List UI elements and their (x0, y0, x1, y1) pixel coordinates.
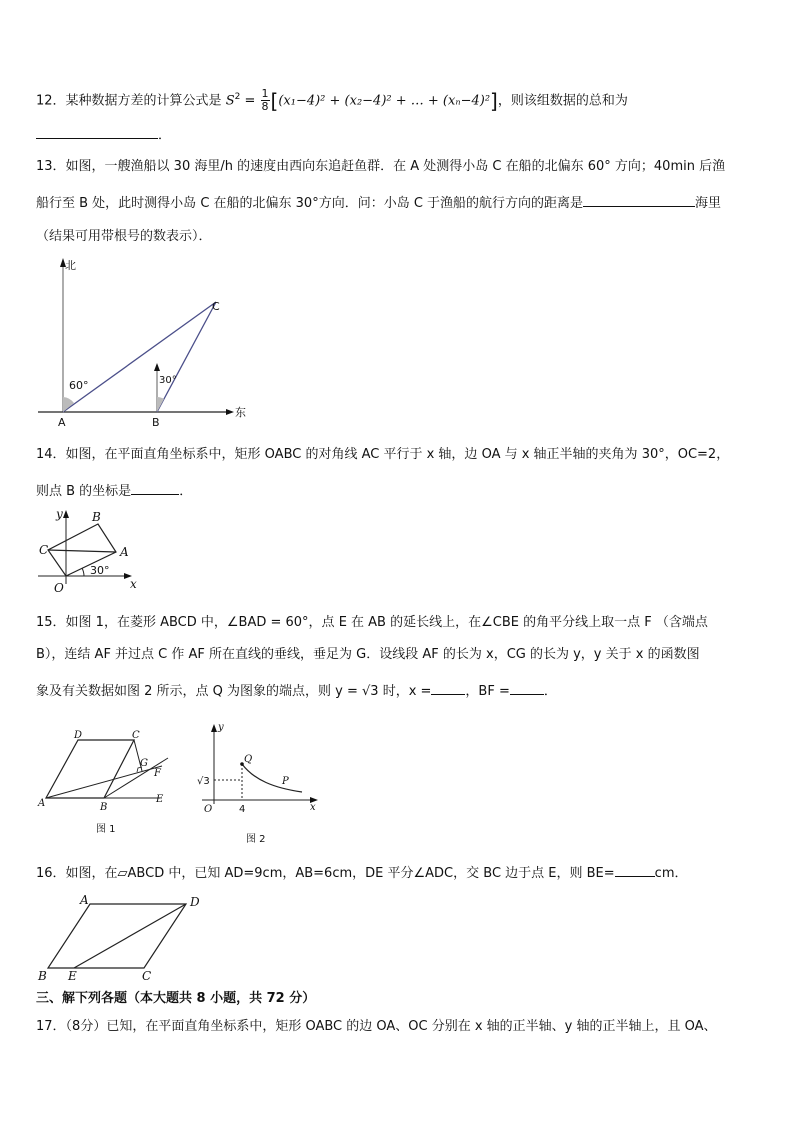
q12-text: 12．某种数据方差的计算公式是 $S^2$ = $\frac{1}{8}$ [(x₁−4)² + (x₂−4)² + … + (xₙ−4)²]，则该组数据的总和为 (36, 87, 628, 114)
east-arrow-icon (226, 409, 234, 415)
x-label: x (310, 802, 316, 813)
q12-answer-blank[interactable] (36, 124, 158, 139)
q14-answer-blank[interactable] (131, 480, 179, 495)
figure2-caption: 图 2 (246, 834, 266, 845)
q12-fraction: $\frac{1}{8}$ (261, 87, 269, 114)
angle-30-arc (82, 568, 84, 576)
point-e-label: E (68, 969, 77, 983)
q12-answer-line: ． (36, 124, 171, 145)
point-o-label: O (54, 581, 64, 595)
point-d-label: D (74, 730, 83, 741)
segment-bc (157, 302, 216, 412)
point-g-label: G (140, 758, 148, 769)
point-p-label: P (282, 776, 289, 787)
q15-line2: B），连结 AF 并过点 C 作 AF 所在直线的垂线，垂足为 G．设线段 AF 的长为 x，CG 的长为 y，y 关于 x 的函数图 (36, 647, 700, 662)
point-d-label: D (190, 895, 200, 909)
q16-text: 16．如图，在▱ABCD 中，已知 AD=9cm，AB=6cm，DE 平分∠ADC，交 BC 边于点 E，则 BE= cm． (36, 862, 687, 883)
q15-figure2 (196, 722, 326, 846)
q16-answer-blank[interactable] (615, 862, 655, 877)
q14-line1: 14．如图，在平面直角坐标系中，矩形 OABC 的对角线 AC 平行于 x 轴，边 OA 与 x 轴正半轴的夹角为 30°，OC=2， (36, 447, 730, 462)
point-q-label: Q (244, 754, 253, 765)
segment-af (46, 766, 162, 798)
y-label: y (218, 722, 224, 733)
point-b-label: B (152, 416, 160, 429)
sqrt3-tick-label: √3 (197, 776, 210, 787)
point-b-label: B (38, 969, 47, 983)
q13-line1: 13．如图，一艘渔船以 30 海里/h 的速度由西向东追赶鱼群．在 A 处测得小岛 C 在船的北偏东 60° 方向；40min 后渔 (36, 159, 726, 174)
rhombus-abcd (46, 740, 134, 798)
q13-answer-blank[interactable] (583, 192, 695, 207)
q15-x-blank[interactable] (431, 680, 465, 695)
angle-b-mark (157, 397, 164, 412)
y-arrow-icon (63, 510, 69, 518)
point-e-label: E (156, 794, 164, 805)
q13-line3: （结果可用带根号的数表示）． (36, 229, 212, 244)
east-label: 东 (235, 406, 246, 419)
point-c-label: C (39, 543, 49, 557)
q12-suffix: ，则该组数据的总和为 (497, 93, 628, 109)
y-label: y (56, 507, 63, 521)
q12-prefix: 12．某种数据方差的计算公式是 (36, 93, 222, 109)
segment-ac (63, 302, 216, 412)
point-b-label: B (92, 510, 101, 524)
diagonal-ac (48, 550, 116, 552)
north-arrow-b-icon (154, 363, 160, 371)
north-label: 北 (65, 259, 76, 272)
point-o-label: O (204, 804, 213, 815)
q12-s-symbol: S (225, 93, 235, 109)
section-heading: 三、解下列各题（本大题共 8 小题，共 72 分） (36, 991, 316, 1006)
q13-line2: 船行至 B 处，此时测得小岛 C 在船的北偏东 30°方向．问：小岛 C 于渔船的航行方向的距离是 海里 (36, 192, 721, 213)
point-a-label: A (120, 545, 129, 559)
q12-equals: = (244, 93, 256, 109)
q15-line1: 15．如图 1，在菱形 ABCD 中，∠BAD = 60°，点 E 在 AB 的延长线上，在∠CBE 的角平分线上取一点 F （含端点 (36, 615, 708, 630)
angle-a-label: 60° (69, 379, 89, 392)
x-label: x (130, 577, 137, 591)
parallelogram-abcd (48, 904, 186, 968)
point-a-label: A (38, 798, 46, 809)
q16-figure (36, 892, 216, 984)
angle-label: 30° (90, 564, 110, 577)
q12-formula: (x₁−4)² + (x₂−4)² + … + (xₙ−4)² (278, 93, 491, 109)
point-c-label: C (142, 969, 152, 983)
point-a-label: A (80, 893, 89, 907)
q14-line2: 则点 B 的坐标是 ． (36, 480, 192, 501)
point-c-label: C (212, 300, 220, 313)
figure1-caption: 图 1 (96, 824, 116, 835)
point-a-label: A (58, 416, 66, 429)
q17-line1: 17．（8分）已知，在平面直角坐标系中，矩形 OABC 的边 OA、OC 分别在 x 轴的正半轴、y 轴的正半轴上，且 OA、 (36, 1019, 717, 1034)
function-curve (242, 764, 302, 792)
angle-b-label: 30° (159, 375, 177, 386)
y-arrow-icon (211, 724, 217, 732)
point-b-label: B (100, 802, 108, 813)
segment-de (74, 904, 186, 968)
four-tick-label: 4 (239, 804, 246, 815)
q15-bf-blank[interactable] (510, 680, 544, 695)
q13-figure (30, 255, 260, 430)
point-c-label: C (132, 730, 140, 741)
q14-figure (36, 506, 146, 596)
point-f-label: F (154, 768, 161, 779)
q15-line3: 象及有关数据如图 2 所示，点 Q 为图象的端点，则 y = √3 时，x = ，BF = ． (36, 680, 557, 701)
q15-figure1 (36, 726, 176, 840)
